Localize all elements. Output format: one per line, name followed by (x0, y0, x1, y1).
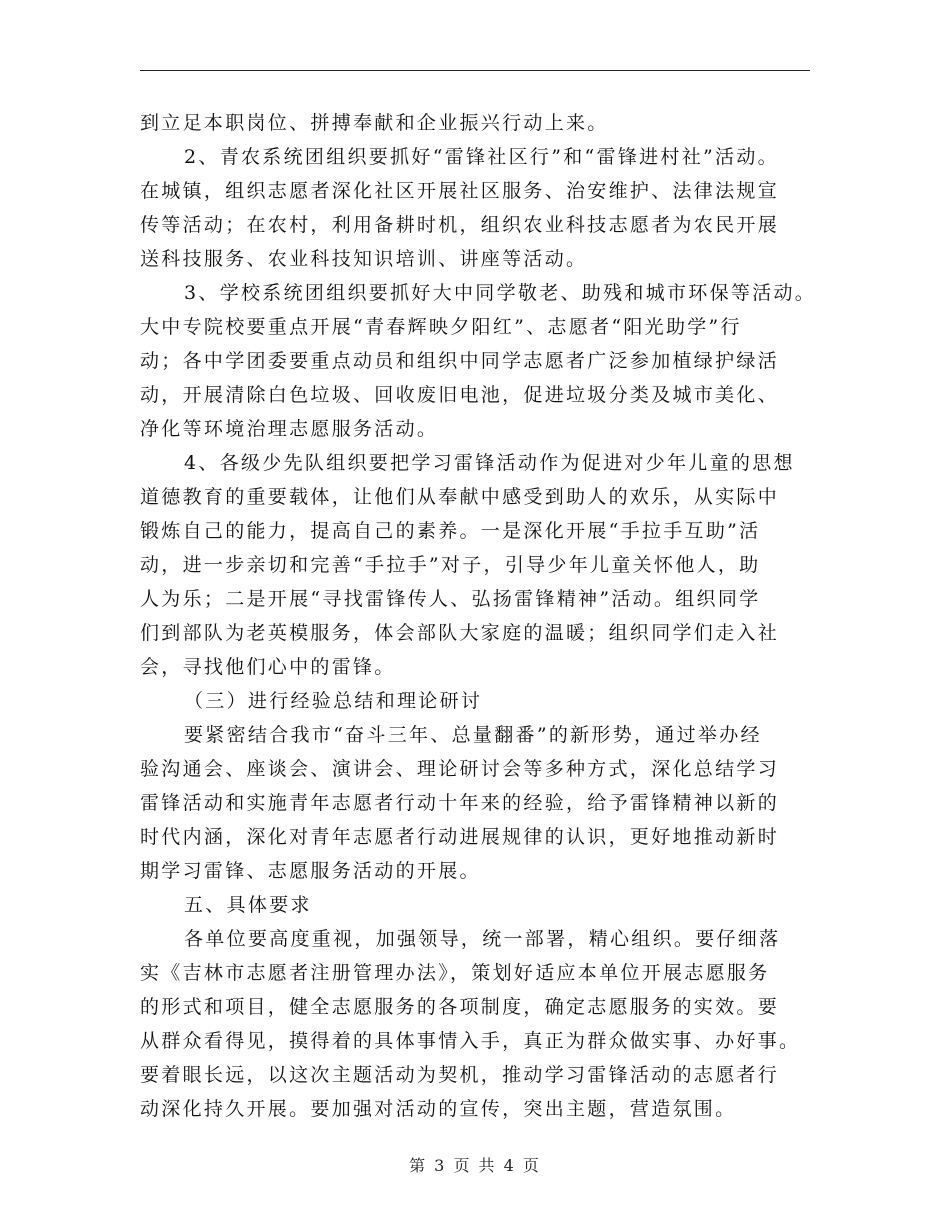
text-line: 到立足本职岗位、拼搏奉献和企业振兴行动上来。 (140, 112, 609, 134)
text-line: 4、各级少先队组织要把学习雷锋活动作为促进对少年儿童的思想 (184, 452, 795, 474)
text-line: （三）进行经验总结和理论研讨 (184, 690, 483, 712)
text-line: 们到部队为老英模服务，体会部队大家庭的温暖；组织同学们走入社 (140, 622, 780, 644)
text-line: 人为乐；二是开展“寻找雷锋传人、弘扬雷锋精神”活动。组织同学 (140, 588, 761, 610)
page-footer: 第 3 页 共 4 页 (409, 1156, 541, 1175)
text-line: 传等活动；在农村，利用备耕时机，组织农业科技志愿者为农民开展 (140, 214, 780, 236)
text-line: 动；各中学团委要重点动员和组织中同学志愿者广泛参加植绿护绿活 (140, 350, 780, 372)
header-rule (140, 70, 810, 71)
text-line: 实《吉林市志愿者注册管理办法》，策划好适应本单位开展志愿服务 (140, 962, 770, 984)
text-line: 动深化持久开展。要加强对活动的宣传，突出主题，营造氛围。 (140, 1098, 737, 1120)
text-line: 2、青农系统团组织要抓好“雷锋社区行”和“雷锋进村社”活动。 (184, 146, 779, 168)
text-line: 要着眼长远，以这次主题活动为契机，推动学习雷锋活动的志愿者行 (140, 1064, 780, 1086)
text-line: 要紧密结合我市“奋斗三年、总量翻番”的新形势，通过举办经 (184, 724, 762, 746)
text-line: 五、具体要求 (184, 894, 312, 916)
text-line: 净化等环境治理志愿服务活动。 (140, 418, 439, 440)
text-line: 时代内涵，深化对青年志愿者行动进展规律的认识，更好地推动新时 (140, 826, 780, 848)
text-line: 动，开展清除白色垃圾、回收废旧电池，促进垃圾分类及城市美化、 (140, 384, 780, 406)
text-line: 的形式和项目，健全志愿服务的各项制度，确定志愿服务的实效。要 (140, 996, 780, 1018)
text-line: 雷锋活动和实施青年志愿者行动十年来的经验，给予雷锋精神以新的 (140, 792, 780, 814)
text-line: 送科技服务、农业科技知识培训、讲座等活动。 (140, 248, 588, 270)
text-line: 大中专院校要重点开展“青春辉映夕阳红”、志愿者“阳光助学”行 (140, 316, 742, 338)
text-line: 从群众看得见，摸得着的具体事情入手，真正为群众做实事、办好事。 (140, 1030, 801, 1052)
text-line: 3、学校系统团组织要抓好大中同学敬老、助残和城市环保等活动。 (184, 282, 817, 304)
text-line: 期学习雷锋、志愿服务活动的开展。 (140, 860, 481, 882)
text-line: 动，进一步亲切和完善“手拉手”对子，引导少年儿童关怀他人，助 (140, 554, 761, 576)
text-line: 各单位要高度重视，加强领导，统一部署，精心组织。要仔细落 (184, 928, 781, 950)
text-line: 在城镇，组织志愿者深化社区开展社区服务、治安维护、法律法规宣 (140, 180, 780, 202)
text-line: 验沟通会、座谈会、演讲会、理论研讨会等多种方式，深化总结学习 (140, 758, 780, 780)
document-body (140, 106, 830, 1126)
text-line: 道德教育的重要载体，让他们从奉献中感受到助人的欢乐，从实际中 (140, 486, 780, 508)
text-line: 锻炼自己的能力，提高自己的素养。一是深化开展“手拉手互助”活 (140, 520, 761, 542)
text-line: 会，寻找他们心中的雷锋。 (140, 656, 396, 678)
